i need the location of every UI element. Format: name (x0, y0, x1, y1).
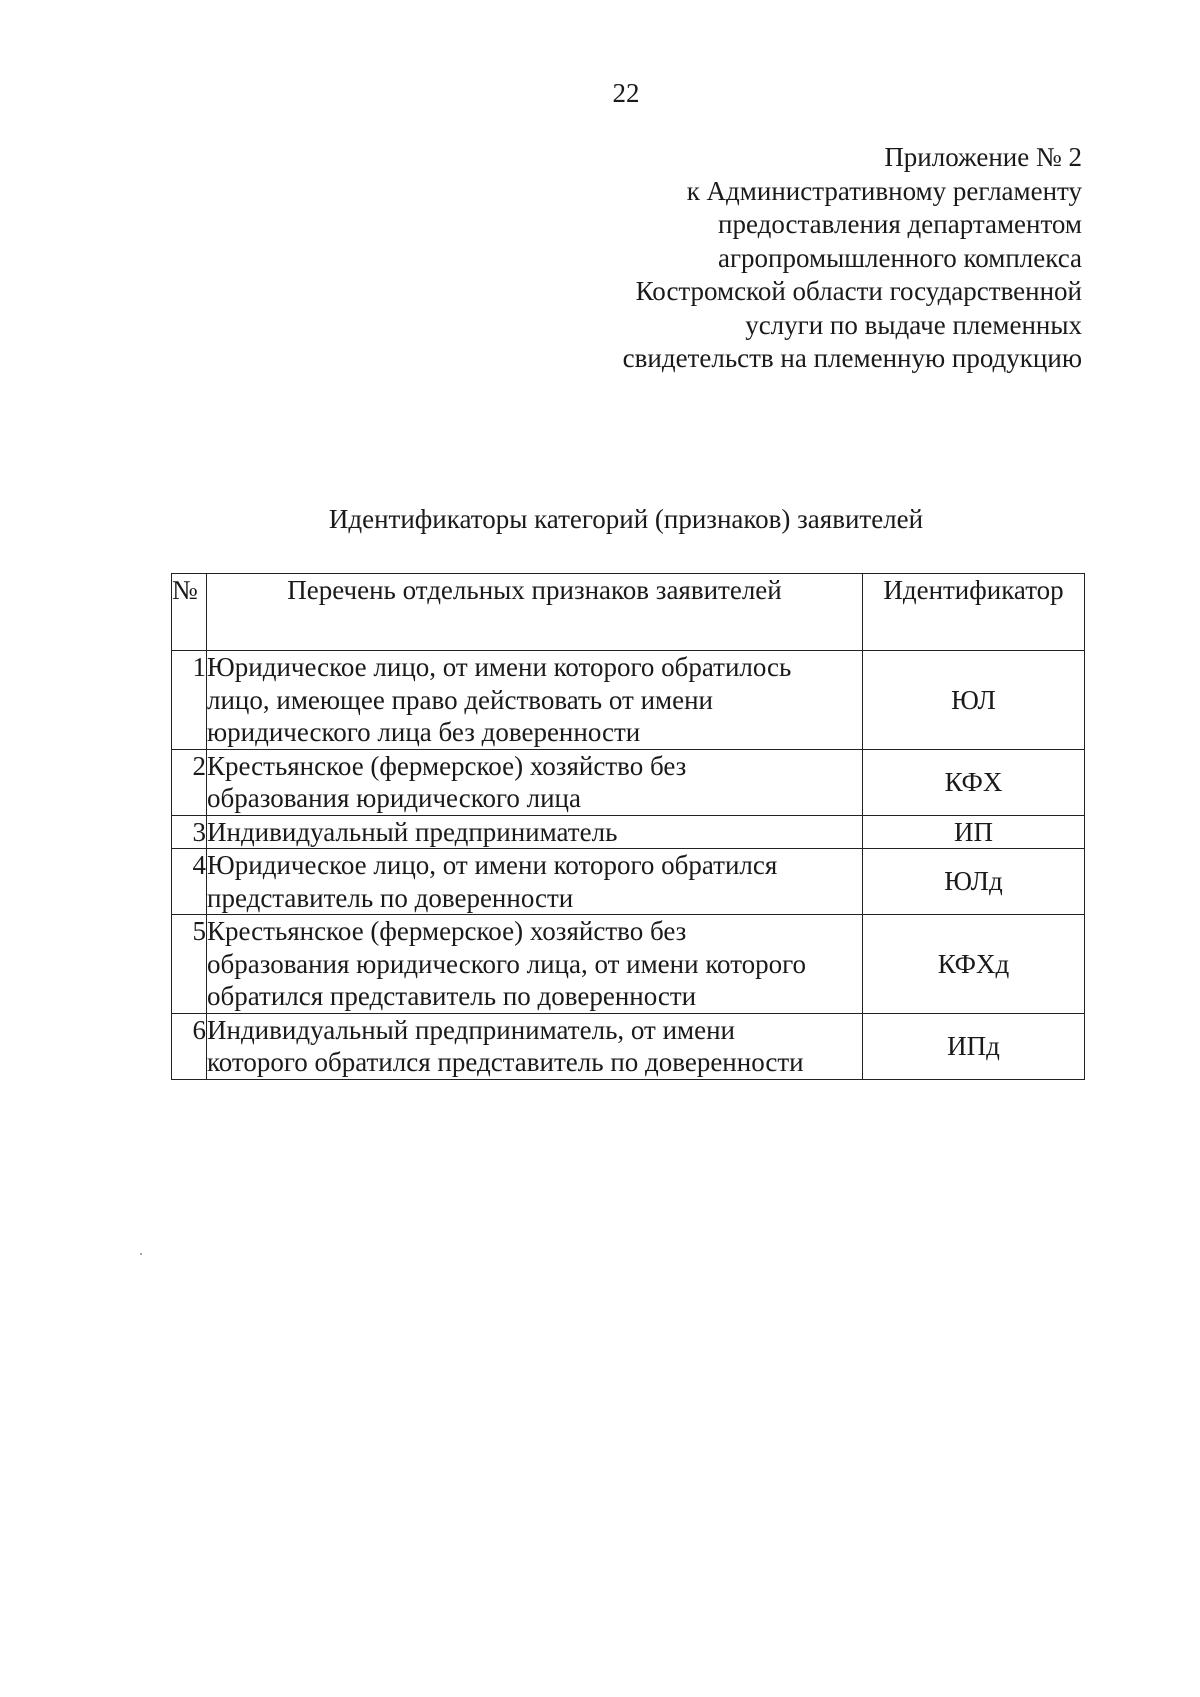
row-description-line: Крестьянское (фермерское) хозяйство без (207, 916, 687, 946)
table-header-row (172, 574, 1085, 651)
row-description-line: обратился представитель по доверенности (207, 981, 697, 1011)
annex-line: агропромышленного комплекса (718, 242, 1082, 273)
annex-line: услуги по выдаче племенных (745, 309, 1082, 340)
table-row (172, 749, 1085, 815)
row-description-line: лицо, имеющее право действовать от имени (207, 684, 713, 715)
row-description-line: представитель по доверенности (207, 882, 574, 913)
header-description: Перечень отдельных признаков заявителей (207, 574, 863, 651)
row-number: 5 (172, 915, 207, 1014)
row-description-line: Крестьянское (фермерское) хозяйство без (207, 750, 687, 781)
annex-line: Костромской области государственной (635, 276, 1082, 306)
row-identifier: ЮЛ (863, 651, 1085, 750)
row-description-line: Юридическое лицо, от имени которого обратился (207, 850, 778, 880)
annex-heading (623, 141, 1082, 376)
header-identifier: Идентификатор (863, 574, 1085, 651)
identifiers-table (171, 573, 1085, 1080)
table-row (172, 849, 1085, 915)
annex-line: к Административному регламенту (686, 175, 1082, 206)
row-description-line: образования юридического лица, от имени которого (207, 948, 807, 979)
row-number: 6 (172, 1013, 207, 1079)
row-identifier: ИП (863, 815, 1085, 849)
scan-speck (140, 1253, 142, 1255)
table-title: Идентификаторы категорий (признаков) заявителей (328, 504, 924, 534)
row-description-line: Юридическое лицо, от имени которого обратилось (207, 652, 792, 682)
page-number: 22 (612, 78, 640, 108)
row-number: 2 (172, 749, 207, 815)
row-description (207, 651, 863, 750)
row-identifier: КФХд (863, 915, 1085, 1014)
row-description-line: образования юридического лица (207, 783, 581, 813)
row-description-line: Индивидуальный предприниматель (207, 816, 618, 847)
row-number: 3 (172, 815, 207, 849)
row-description (207, 915, 863, 1014)
table-row (172, 815, 1085, 849)
row-number: 4 (172, 849, 207, 915)
row-description-line: которого обратился представитель по доверенности (207, 1047, 804, 1077)
row-description-line: Индивидуальный предприниматель, от имени (207, 1014, 735, 1045)
table-row (172, 1013, 1085, 1079)
row-description (207, 749, 863, 815)
table-row (172, 651, 1085, 750)
row-description (207, 849, 863, 915)
row-description (207, 815, 863, 849)
annex-line: предоставления департаментом (718, 209, 1082, 239)
annex-line: свидетельств на племенную продукцию (622, 343, 1082, 373)
row-identifier: ИПд (863, 1013, 1085, 1079)
header-number: № (172, 574, 207, 651)
annex-line: Приложение № 2 (884, 142, 1082, 172)
row-identifier: КФХ (863, 749, 1085, 815)
row-number: 1 (172, 651, 207, 750)
table-row (172, 915, 1085, 1014)
row-description-line: юридического лица без доверенности (207, 717, 641, 747)
row-identifier: ЮЛд (863, 849, 1085, 915)
row-description (207, 1013, 863, 1079)
